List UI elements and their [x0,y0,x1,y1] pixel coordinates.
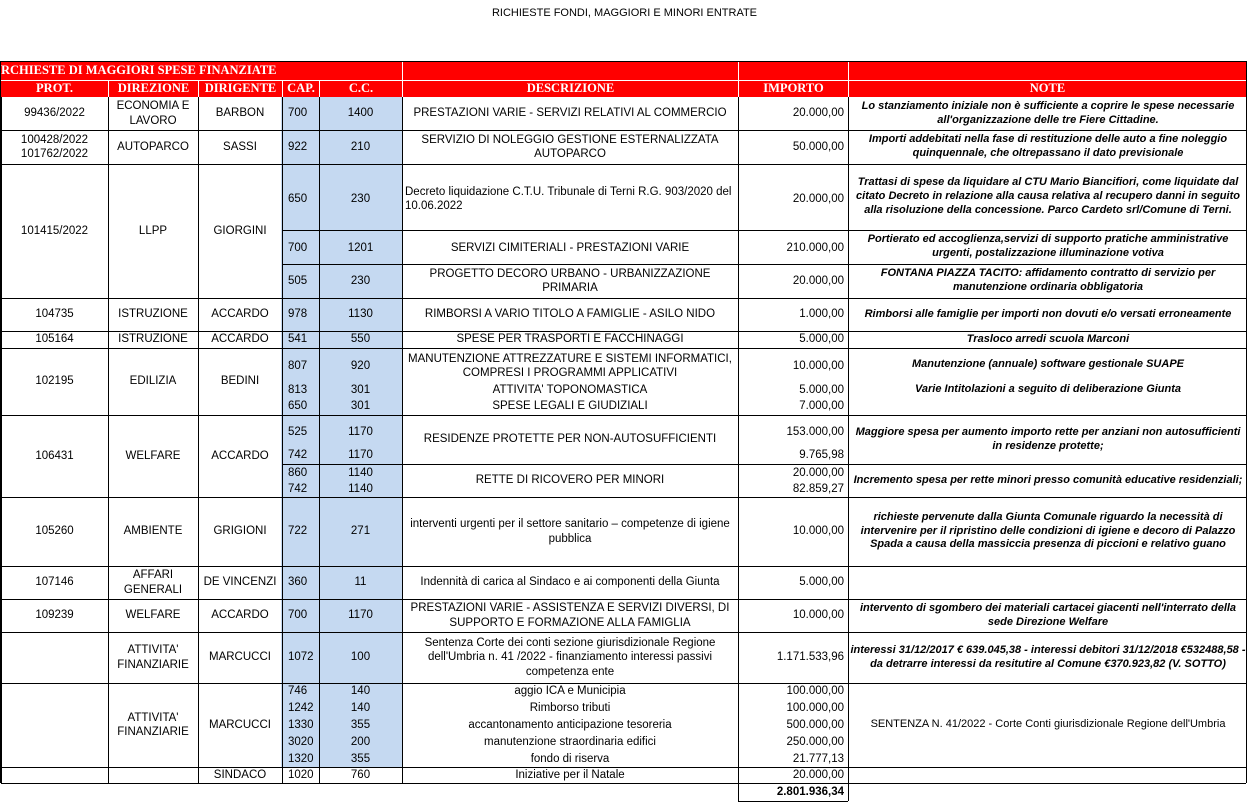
direzione-cell: EDILIZIA [129,375,177,388]
cc-cell: 11 [354,576,367,589]
cc-cell: 550 [350,333,371,346]
grid-line [1,632,1246,633]
grid-line [1,348,1246,349]
note-cell: interessi 31/12/2017 € 639.045,38 - interessi debitori 31/12/2018 €532488,58 - da detrarre interessi da resitutire al Comune €370.923,82 (V. SOTTO) [850,643,1246,670]
grid-line [0,61,1,783]
descrizione-cell: manutenzione straordinaria edifici [484,735,656,748]
cc-cell: 210 [350,140,371,153]
direzione-cell: WELFARE [125,449,181,462]
cap-cell: 1320 [288,752,314,765]
cap-cell: 505 [288,274,308,287]
importo-cell: 20.000,00 [792,192,844,205]
prot-cell: 102195 [35,375,74,388]
descrizione-cell: Sentenza Corte dei conti sezione giurisdizionale Regione dell'Umbria n. 41 /2022 - finanziamento interessi passivi competenza ente [424,636,716,678]
cap-cell: 650 [288,400,308,413]
descrizione-cell: PRESTAZIONI VARIE - SERVIZI RELATIVI AL COMMERCIO [413,107,727,120]
importo-cell: 9.765,98 [799,449,844,462]
prot-cell: 105164 [35,333,74,346]
cc-cell: 1170 [348,449,373,462]
prot-cell: 101415/2022 [20,224,89,237]
prot-cell: 104735 [35,308,74,321]
importo-cell: 50.000,00 [792,140,844,153]
direzione-cell: ATTIVITA' FINANZIARIE [117,644,189,671]
descrizione-cell: SPESE LEGALI E GIUDIZIALI [492,400,648,413]
descrizione-cell: PROGETTO DECORO URBANO - URBANIZZAZIONE PRIMARIA [429,267,711,294]
importo-cell: 82.859,27 [792,483,844,496]
importo-cell: 250.000,00 [786,735,844,748]
note-cell: Trasloco arredi scuola Marconi [966,332,1130,345]
header-prot: PROT. [1,80,108,97]
header-note: NOTE [849,80,1246,97]
importo-cell: 210.000,00 [786,241,844,254]
grid-line [1,683,1246,684]
dirigente-cell: DE VINCENZI [203,576,277,589]
cap-cell: 742 [288,483,308,496]
note-cell: intervento di sgombero dei materiali cartacei giacenti nell'interrato della sede Direzione Welfare [859,601,1237,628]
grid-line [319,80,320,97]
dirigente-cell: ACCARDO [211,609,269,622]
grid-line [1,331,1246,332]
grid-line [402,97,403,783]
cc-cell: 200 [350,735,371,748]
cc-cell: 1140 [348,483,373,496]
importo-cell: 100.000,00 [786,701,844,714]
page-title: RICHIESTE FONDI, MAGGIORI E MINORI ENTRATE [491,7,758,20]
descrizione-cell: aggio ICA e Municipia [514,685,626,698]
note-cell: Incremento spesa per rette minori presso comunità educative residenziali; [853,473,1243,486]
prot-cell [1,767,108,783]
cap-cell: 1242 [288,701,314,714]
direzione-cell: AFFARI GENERALI [123,569,183,596]
importo-cell: 100.000,00 [786,685,844,698]
note-cell: SENTENZA N. 41/2022 - Corte Conti giurisdizionale Regione dell'Umbria [870,718,1226,731]
grid-line [848,464,1246,465]
importo-cell: 5.000,00 [799,383,844,396]
descrizione-cell: RETTE DI RICOVERO PER MINORI [475,474,665,487]
direzione-cell: ATTIVITA' FINANZIARIE [117,711,189,738]
cc-cell: 355 [350,718,371,731]
dirigente-cell: BARBON [215,107,265,120]
descrizione-cell: Indennità di carica al Sindaco e ai componenti della Giunta [420,576,720,589]
cc-cell: 920 [350,359,371,372]
note-cell: Manutenzione (annuale) software gestionale SUAPE [912,357,1184,370]
dirigente-cell: SINDACO [213,768,267,781]
header-cap: CAP. [283,80,319,97]
descrizione-cell: RESIDENZE PROTETTE PER NON-AUTOSUFFICIENTI [423,433,717,446]
dirigente-cell: GIORGINI [213,224,267,237]
grid-line [848,783,849,801]
note-cell: Varie Intitolazioni a seguito di deliberazione Giunta [914,382,1182,395]
cc-cell: 301 [350,383,371,396]
cc-cell: 355 [350,752,371,765]
grid-line [1,767,1246,768]
grid-line [108,80,109,97]
cap-cell: 700 [288,609,308,622]
dirigente-cell: BEDINI [220,375,260,388]
dirigente-cell: SASSI [223,140,257,153]
direzione-cell: ISTRUZIONE [118,333,188,346]
section-band-note [849,61,1246,80]
direzione-cell: ECONOMIA E LAVORO [116,100,190,127]
header-direzione: DIREZIONE [109,80,198,97]
grid-line [738,97,739,783]
cc-cell: 301 [350,400,371,413]
prot-cell: 100428/2022 101762/2022 [20,133,89,160]
importo-cell: 20.000,00 [792,466,844,479]
importo-cell: 500.000,00 [786,718,844,731]
grid-line [1,497,1246,498]
dirigente-cell: ACCARDO [211,333,269,346]
importo-cell: 20.000,00 [792,768,844,781]
note-cell: FONTANA PIAZZA TACITO: affidamento contratto di servizio per manutenzione ordinaria obbligatoria [880,267,1216,293]
importo-cell: 1.000,00 [799,308,844,321]
cc-cell: 230 [350,274,371,287]
cc-cell: 1140 [348,466,373,479]
dirigente-cell: MARCUCCI [209,718,271,731]
cap-cell: 3020 [288,735,314,748]
header-importo: IMPORTO [739,80,848,97]
note-cell: Lo stanziamento iniziale non è sufficiente a coprire le spese necessarie all'organizzazione delle tre Fiere Cittadine. [861,99,1235,126]
grid-line [1,415,1246,416]
direzione-cell: AMBIENTE [123,525,183,538]
grid-line [282,230,848,231]
prot-cell [1,683,108,767]
grid-line [848,61,849,97]
section-band-cc [320,61,402,80]
cc-cell: 1400 [347,107,374,120]
prot-cell: 106431 [35,449,74,462]
importo-cell: 5.000,00 [799,576,844,589]
cap-cell: 1330 [288,718,314,731]
section-band-imp [739,61,848,80]
cap-cell: 1072 [288,651,314,664]
grid-line [1,566,1246,567]
dirigente-cell: GRIGIONI [213,525,267,538]
cap-cell: 650 [288,192,308,205]
descrizione-cell: SERVIZIO DI NOLEGGIO GESTIONE ESTERNALIZZATA AUTOPARCO [421,133,719,160]
grid-line [848,230,1246,231]
grid-line [1,130,1246,131]
cc-cell: 760 [350,768,371,781]
cc-cell: 1130 [348,308,373,321]
cc-cell: 140 [350,701,371,714]
section-band-desc [403,61,738,80]
grid-line [738,61,739,97]
descrizione-cell: interventi urgenti per il settore sanitario – competenze di igiene pubblica [410,518,730,545]
descrizione-cell: SPESE PER TRASPORTI E FACCHINAGGI [456,333,684,346]
grid-line [1,783,1246,784]
importo-cell: 10.000,00 [792,525,844,538]
cap-cell: 807 [288,359,308,372]
grid-line [1246,61,1247,783]
cc-cell: 100 [350,651,371,664]
grid-line [282,97,283,783]
prot-cell: 99436/2022 [24,107,85,120]
direzione-cell: WELFARE [125,609,181,622]
descrizione-cell: MANUTENZIONE ATTREZZATURE E SISTEMI INFORMATICI, COMPRESI I PROGRAMMI APPLICATIVI [408,352,732,379]
grid-line [848,97,849,783]
direzione-cell: AUTOPARCO [117,140,189,153]
cap-cell: 360 [288,576,308,589]
grid-line [1,97,2,783]
grid-line [282,80,283,97]
importo-cell: 20.000,00 [792,274,844,287]
total-amount: 2.801.936,34 [776,785,844,798]
direzione-cell: ISTRUZIONE [118,308,188,321]
dirigente-cell: ACCARDO [211,449,269,462]
importo-cell: 1.171.533,96 [776,651,844,664]
grid-line [0,61,1246,62]
prot-cell: 109239 [35,609,74,622]
cap-cell: 978 [288,308,308,321]
importo-cell: 7.000,00 [799,400,844,413]
importo-cell: 153.000,00 [786,425,844,438]
section-title: RCHIESTE DI MAGGIORI SPESE FINANZIATE [1,61,320,80]
prot-cell [1,632,108,683]
cap-cell: 922 [288,140,308,153]
cap-cell: 1020 [288,768,314,781]
note-cell: richieste pervenute dalla Giunta Comunale riguardo la necessità di intervenire per il ripristino delle condizioni di igiene e decoro di Palazzo Spada a causa della massiccia presenza di piccioni e relativo guano [860,510,1236,551]
cap-cell: 722 [288,525,308,538]
note-cell: Portierato ed accoglienza,servizi di supporto pratiche amministrative urgenti, postalizzazione illuminazione votiva [867,233,1229,259]
descrizione-cell: Rimborso tributi [529,701,611,714]
cap-cell: 525 [288,425,308,438]
grid-line [282,264,848,265]
header-cc: C.C. [320,80,402,97]
grid-line [198,97,199,783]
cc-cell: 230 [350,192,371,205]
descrizione-cell: ATTIVITA' TOPONOMASTICA [492,383,648,396]
importo-cell: 21.777,13 [792,752,844,765]
note-cell: Trattasi di spese da liquidare al CTU Mario Biancifiori, come liquidate dal citato Decreto in relazione alla causa relativa al recupero danni in seguito alla risoluzione della concessione. Parco Cardeto srl/Comune di Terni. [856,176,1240,216]
note-cell: Importi addebitati nella fase di restituzione delle auto a fine noleggio quinquennale, che oltrepassano il dato previsionale [868,133,1228,159]
grid-line [319,97,320,783]
descrizione-cell: fondo di riserva [530,752,610,765]
descrizione-cell: Iniziative per il Natale [515,768,625,781]
cc-cell: 1201 [347,241,374,254]
descrizione-cell: RIMBORSI A VARIO TITOLO A FAMIGLIE - ASILO NIDO [424,308,716,321]
direzione-cell: LLPP [138,224,168,237]
cap-cell: 541 [288,333,308,346]
cc-cell: 1170 [348,425,373,438]
grid-line [738,801,848,802]
cc-cell: 1170 [348,609,373,622]
dirigente-cell: ACCARDO [211,308,269,321]
cc-cell: 140 [350,685,371,698]
importo-cell: 10.000,00 [792,359,844,372]
grid-line [1,298,1246,299]
cc-cell: 271 [350,525,371,538]
grid-line [1,599,1246,600]
cap-cell: 813 [288,383,308,396]
grid-line [738,783,739,801]
descrizione-cell: PRESTAZIONI VARIE - ASSISTENZA E SERVIZI DIVERSI, DI SUPPORTO E FORMAZIONE ALLA FAMIGLIA [410,602,730,629]
note-cell: Rimborsi alle famiglie per importi non dovuti e/o versati erroneamente [864,307,1232,320]
header-dirigente: DIRIGENTE [199,80,282,97]
importo-cell: 10.000,00 [792,609,844,622]
note-cell: Maggiore spesa per aumento importo rette per anziani non autosufficienti in residenze protette; [855,425,1241,452]
cap-cell: 700 [288,241,308,254]
prot-cell: 107146 [35,576,74,589]
prot-cell: 105260 [35,525,74,538]
cap-cell: 700 [288,107,308,120]
descrizione-cell: Decreto liquidazione C.T.U. Tribunale di Terni R.G. 903/2020 del 10.06.2022 [405,185,732,212]
dirigente-cell: MARCUCCI [209,651,271,664]
header-descrizione: DESCRIZIONE [403,80,738,97]
importo-cell: 5.000,00 [799,333,844,346]
grid-line [1,164,1246,165]
grid-line [198,80,199,97]
grid-line [848,264,1246,265]
cap-cell: 860 [288,466,308,479]
grid-line [402,61,403,97]
grid-line [108,97,109,783]
descrizione-cell: SERVIZI CIMITERIALI - PRESTAZIONI VARIE [450,241,690,254]
descrizione-cell: accantonamento anticipazione tesoreria [468,718,672,731]
cap-cell: 746 [288,685,308,698]
grid-line [282,464,848,465]
grid-line [1,80,1246,81]
cap-cell: 742 [288,449,308,462]
importo-cell: 20.000,00 [792,107,844,120]
direzione-cell [108,767,198,783]
